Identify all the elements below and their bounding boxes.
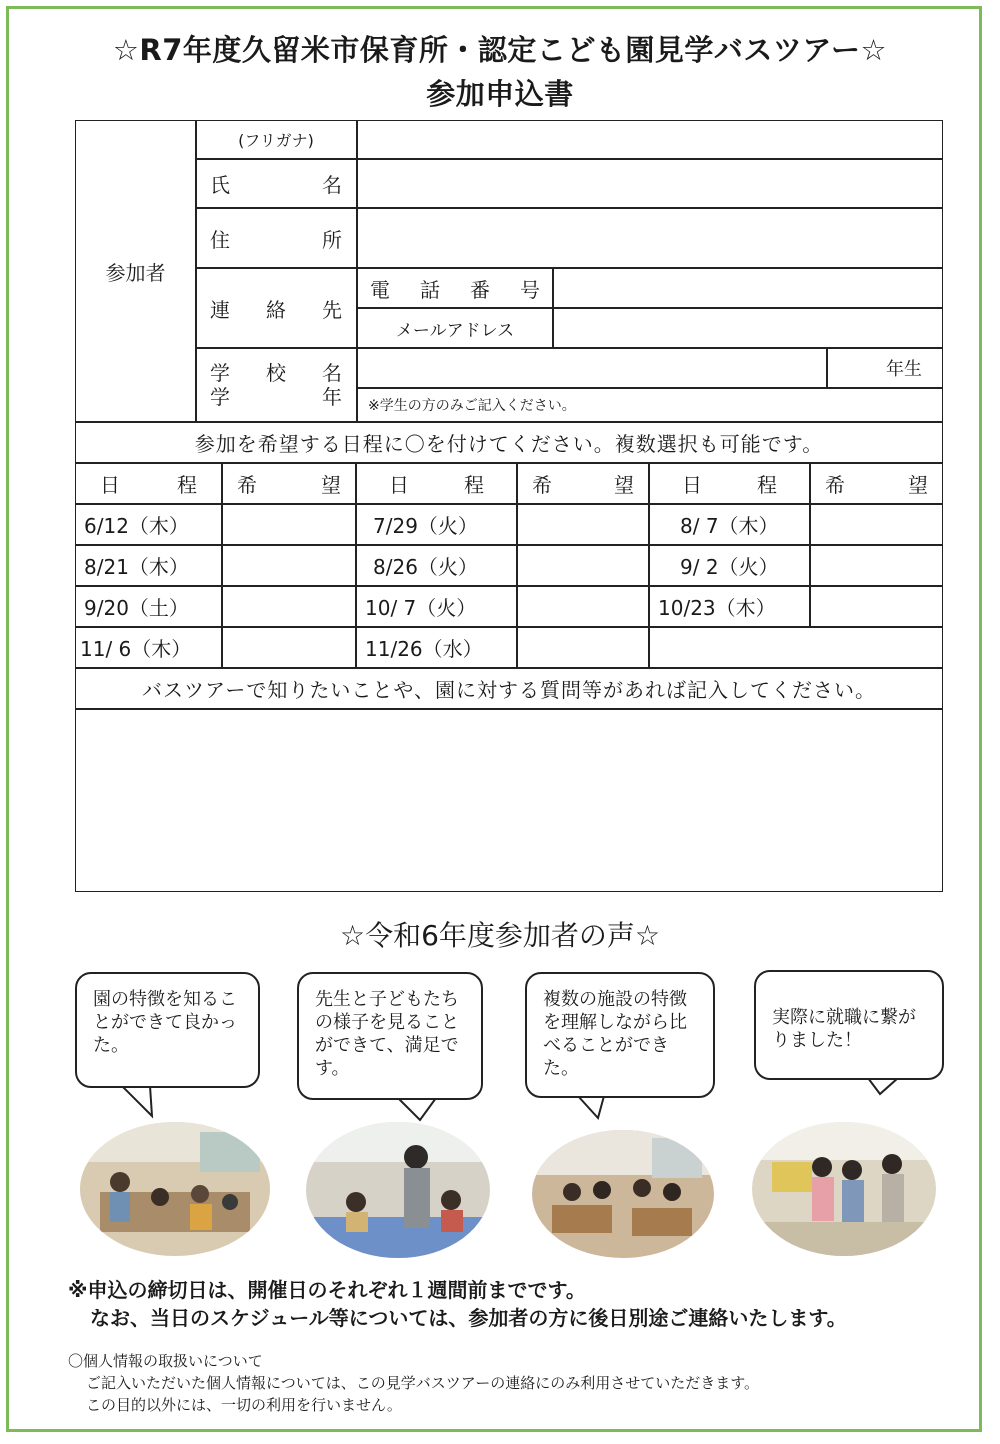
- date-cell: 9/ 2（火）: [680, 555, 779, 579]
- voice-bubble-4: 実際に就職に繋がりました！: [754, 970, 944, 1080]
- privacy-text-2: この目的以外には、一切の利用を行いません。: [86, 1396, 402, 1414]
- participant-label: 参加者: [105, 260, 166, 285]
- date-cell: 9/20（土）: [84, 596, 189, 620]
- tour-photo-2: [306, 1122, 490, 1258]
- date-cell: 7/29（火）: [373, 514, 478, 538]
- phone-label: 電 話 番 号: [370, 277, 540, 302]
- questions-prompt: バスツアーで知りたいことや、園に対する質問等があれば記入してください。: [142, 678, 876, 702]
- grade-suffix: 年生: [886, 359, 922, 380]
- tour-photo-3: [532, 1130, 714, 1258]
- privacy-title: 〇個人情報の取扱いについて: [68, 1352, 263, 1370]
- voice-bubble-2: 先生と子どもたちの様子を見ることができて、満足です。: [297, 972, 483, 1100]
- voice-bubble-3: 複数の施設の特徴を理解しながら比べることができた。: [525, 972, 715, 1098]
- date-cell: 11/ 6（木）: [80, 637, 192, 661]
- voices-title: ☆令和6年度参加者の声☆: [339, 919, 661, 952]
- date-cell: 6/12（木）: [84, 514, 189, 538]
- tour-photo-4: [752, 1122, 936, 1256]
- col-date-2: 日 程: [389, 473, 484, 497]
- name-label: 氏 名: [210, 172, 342, 197]
- col-date-1: 日 程: [100, 473, 197, 497]
- student-note: ※学生の方のみご記入ください。: [368, 398, 576, 414]
- col-wish-2: 希 望: [532, 473, 634, 497]
- date-cell: 8/21（木）: [84, 555, 189, 579]
- address-label: 住 所: [210, 227, 342, 252]
- col-wish-1: 希 望: [237, 473, 341, 497]
- date-cell: 8/26（火）: [373, 555, 478, 579]
- school-grade-label: 学 校 名 学 年: [210, 361, 342, 409]
- date-cell: 8/ 7（木）: [680, 514, 779, 538]
- schedule-instruction: 参加を希望する日程に〇を付けてください。複数選択も可能です。: [194, 432, 824, 456]
- contact-label: 連 絡 先: [210, 297, 342, 322]
- date-cell: 10/23（木）: [658, 596, 776, 620]
- date-cell: 11/26（水）: [365, 637, 483, 661]
- furigana-label: (フリガナ): [238, 131, 314, 150]
- email-label: メールアドレス: [395, 320, 515, 341]
- tour-photo-1: [80, 1122, 270, 1256]
- voice-bubble-1: 園の特徴を知ることができて良かった。: [75, 972, 260, 1088]
- col-wish-3: 希 望: [825, 473, 928, 497]
- date-cell: 10/ 7（火）: [365, 596, 477, 620]
- schedule-notice: なお、当日のスケジュール等については、参加者の方に後日別途ご連絡いたします。: [90, 1306, 847, 1330]
- page-subtitle: 参加申込書: [426, 77, 574, 111]
- page-title: ☆R7年度久留米市保育所・認定こども園見学バスツアー☆: [112, 33, 888, 67]
- privacy-text-1: ご記入いただいた個人情報については、この見学バスツアーの連絡にのみ利用させていただきます。: [86, 1374, 760, 1392]
- col-date-3: 日 程: [682, 473, 777, 497]
- deadline-note: ※申込の締切日は、開催日のそれぞれ１週間前までです。: [68, 1278, 586, 1302]
